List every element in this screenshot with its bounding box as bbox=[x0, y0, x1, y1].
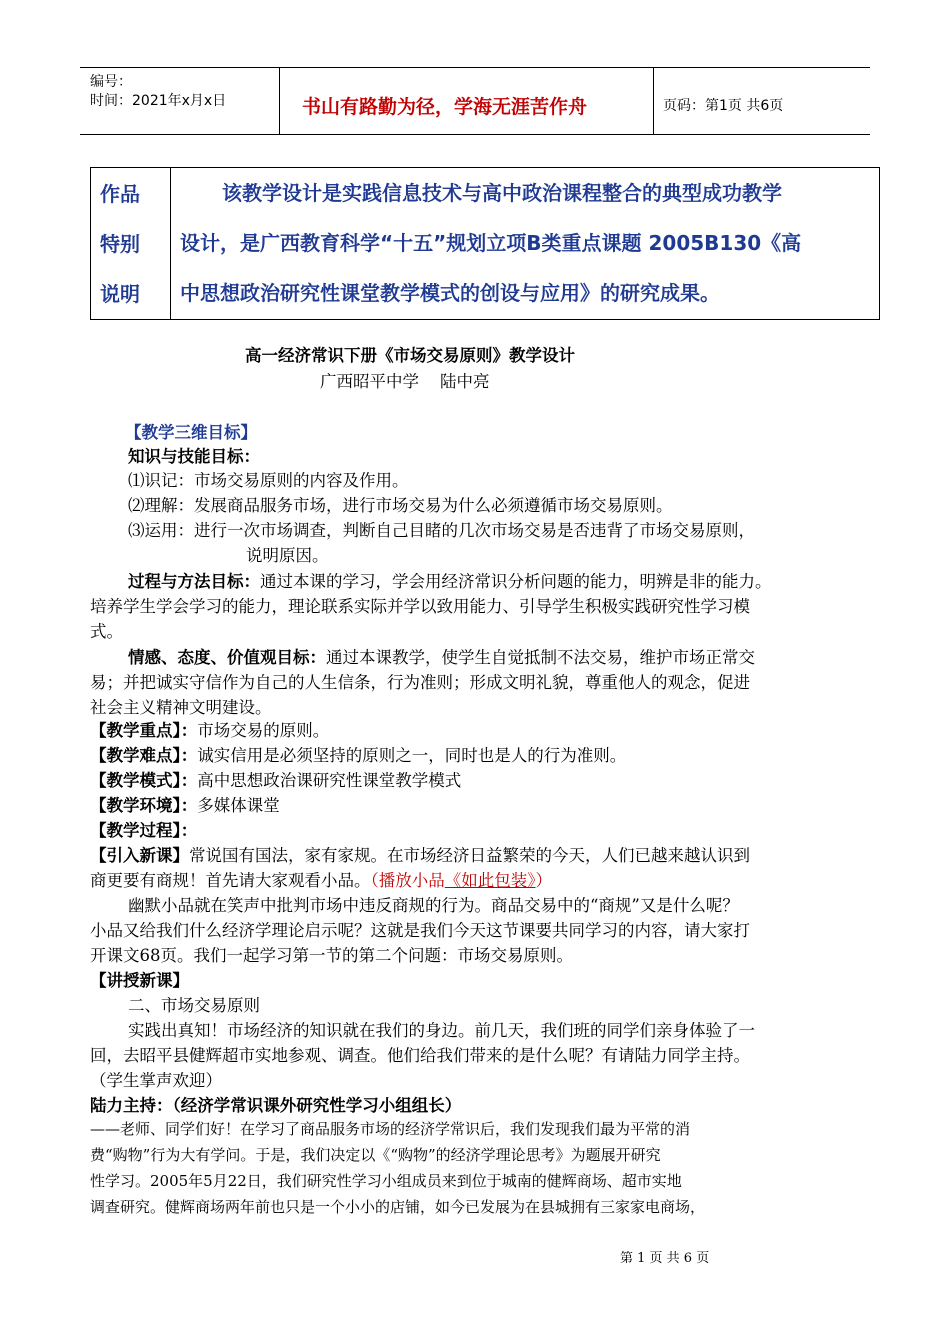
special-note-divider bbox=[170, 167, 171, 319]
special-label-1: 作品 bbox=[100, 182, 140, 206]
header-bottom-rule bbox=[80, 134, 870, 135]
knowledge-item-3a: ⑶运用：进行一次市场调查，判断自己目睹的几次市场交易是否违背了市场交易原则， bbox=[128, 521, 755, 540]
para2-line-2: 回，去昭平县健辉超市实地参观、调查。他们给我们带来的是什么呢？有请陆力同学主持。 bbox=[90, 1046, 750, 1065]
doc-title: 高一经济常识下册《市场交易原则》教学设计 bbox=[245, 346, 575, 365]
process-goal-heading: 过程与方法目标： bbox=[128, 572, 260, 591]
knowledge-item-3b: 说明原因。 bbox=[246, 546, 329, 565]
difficulty-heading: 【教学难点】： bbox=[90, 746, 198, 765]
special-text-1: 该教学设计是实践信息技术与高中政治课程整合的典型成功教学 bbox=[222, 181, 782, 205]
para1-line-1: 幽默小品就在笑声中批判市场中违反商规的行为。商品交易中的“商规”又是什么呢？ bbox=[128, 896, 739, 915]
header-time: 时间：2021年x月x日 bbox=[90, 93, 227, 109]
section-goals-heading: 【教学三维目标】 bbox=[125, 423, 257, 442]
special-text-3: 中思想政治研究性课堂教学模式的创设与应用》的研究成果。 bbox=[180, 281, 720, 305]
host-line-4: 调查研究。健辉商场两年前也只是一个小小的店铺，如今已发展为在县城拥有三家家电商场， bbox=[90, 1198, 706, 1216]
header-motto: 书山有路勤为径，学海无涯苦作舟 bbox=[302, 96, 588, 118]
emotion-goal-text-1: 通过本课教学，使学生自觉抵制不法交易，维护市场正常交 bbox=[326, 648, 755, 667]
environment-heading: 【教学环境】： bbox=[90, 796, 198, 815]
subsection-heading: 二、市场交易原则 bbox=[128, 996, 260, 1015]
header-number: 编号： bbox=[90, 74, 132, 90]
mode-text: 高中思想政治课研究性课堂教学模式 bbox=[197, 771, 462, 790]
environment-text: 多媒体课堂 bbox=[197, 796, 280, 815]
emotion-goal-line-2: 易；并把诚实守信作为自己的人生信条，行为准则；形成文明礼貌，尊重他人的观念，促进 bbox=[90, 673, 750, 692]
process-goal-line-2: 培养学生学会学习的能力，理论联系实际并学以致用能力、引导学生积极实践研究性学习模 bbox=[90, 597, 750, 616]
process-goal-text-1: 通过本课的学习，学会用经济常识分析问题的能力，明辨是非的能力。 bbox=[260, 572, 772, 591]
header-page-info: 页码：第1页 共6页 bbox=[663, 98, 784, 114]
host-line-1: ——老师、同学们好！在学习了商品服务市场的经济学常识后，我们发现我们最为平常的消 bbox=[90, 1120, 691, 1138]
mode-heading: 【教学模式】： bbox=[90, 771, 198, 790]
host-line-3: 性学习。2005年5月22日，我们研究性学习小组成员来到位于城南的健辉商场、超市实地 bbox=[90, 1172, 682, 1190]
header-divider-1 bbox=[279, 67, 280, 135]
para2-line-1: 实践出真知！市场经济的知识就在我们的身边。前几天，我们班的同学们亲身体验了一 bbox=[128, 1021, 755, 1040]
header-top-rule bbox=[80, 67, 870, 68]
para1-line-2: 小品又给我们什么经济学理论启示呢？这就是我们今天这节课要共同学习的内容，请大家打 bbox=[90, 921, 750, 940]
knowledge-item-2: ⑵理解：发展商品服务市场，进行市场交易为什么必须遵循市场交易原则。 bbox=[128, 496, 673, 515]
environment-line bbox=[90, 793, 280, 818]
emotion-goal-line-1 bbox=[128, 645, 755, 670]
key-point-line bbox=[90, 718, 329, 743]
process-goal-line-3: 式。 bbox=[90, 622, 123, 641]
emotion-goal-line-3: 社会主义精神文明建设。 bbox=[90, 698, 272, 717]
host-line-2: 费“购物”行为大有学问。于是，我们决定以《“购物”的经济学理论思考》为题展开研究 bbox=[90, 1146, 661, 1164]
intro-text-2: 商更要有商规！首先请大家观看小品。 bbox=[90, 871, 371, 890]
intro-line-1 bbox=[90, 843, 750, 868]
para1-line-3: 开课文68页。我们一起学习第一节的第二个问题：市场交易原则。 bbox=[90, 946, 573, 965]
header-divider-2 bbox=[653, 67, 654, 135]
process-goal-line-1 bbox=[128, 569, 772, 594]
new-lesson-heading: 【讲授新课】 bbox=[90, 971, 189, 990]
doc-author: 广西昭平中学 陆中亮 bbox=[320, 372, 490, 391]
difficulty-text: 诚实信用是必须坚持的原则之一，同时也是人的行为准则。 bbox=[197, 746, 627, 765]
host-heading: 陆力主持：（经济学常识课外研究性学习小组组长） bbox=[90, 1096, 462, 1115]
emotion-goal-heading: 情感、态度、价值观目标： bbox=[128, 648, 326, 667]
intro-play-prefix: （播放小品 bbox=[370, 871, 445, 890]
special-label-3: 说明 bbox=[100, 282, 140, 306]
page-footer: 第 1 页 共 6 页 bbox=[620, 1251, 710, 1266]
teaching-process-heading: 【教学过程】： bbox=[90, 821, 198, 840]
special-text-2: 设计，是广西教育科学“十五”规划立项B类重点课题 2005B130《高 bbox=[180, 231, 802, 255]
special-label-2: 特别 bbox=[100, 232, 140, 256]
intro-play-suffix: ） bbox=[535, 871, 552, 890]
mode-line bbox=[90, 768, 461, 793]
para2-line-3: （学生掌声欢迎） bbox=[90, 1071, 222, 1090]
knowledge-item-1: ⑴识记：市场交易原则的内容及作用。 bbox=[128, 471, 409, 490]
intro-line-2 bbox=[90, 868, 552, 893]
key-point-text: 市场交易的原则。 bbox=[197, 721, 330, 740]
skit-link[interactable]: 《如此包装》 bbox=[444, 871, 536, 890]
difficulty-line bbox=[90, 743, 626, 768]
key-point-heading: 【教学重点】： bbox=[90, 721, 198, 740]
knowledge-heading: 知识与技能目标： bbox=[128, 447, 260, 466]
intro-text-1: 常说国有国法，家有家规。在市场经济日益繁荣的今天，人们已越来越认识到 bbox=[189, 846, 750, 865]
intro-heading: 【引入新课】 bbox=[90, 846, 189, 865]
